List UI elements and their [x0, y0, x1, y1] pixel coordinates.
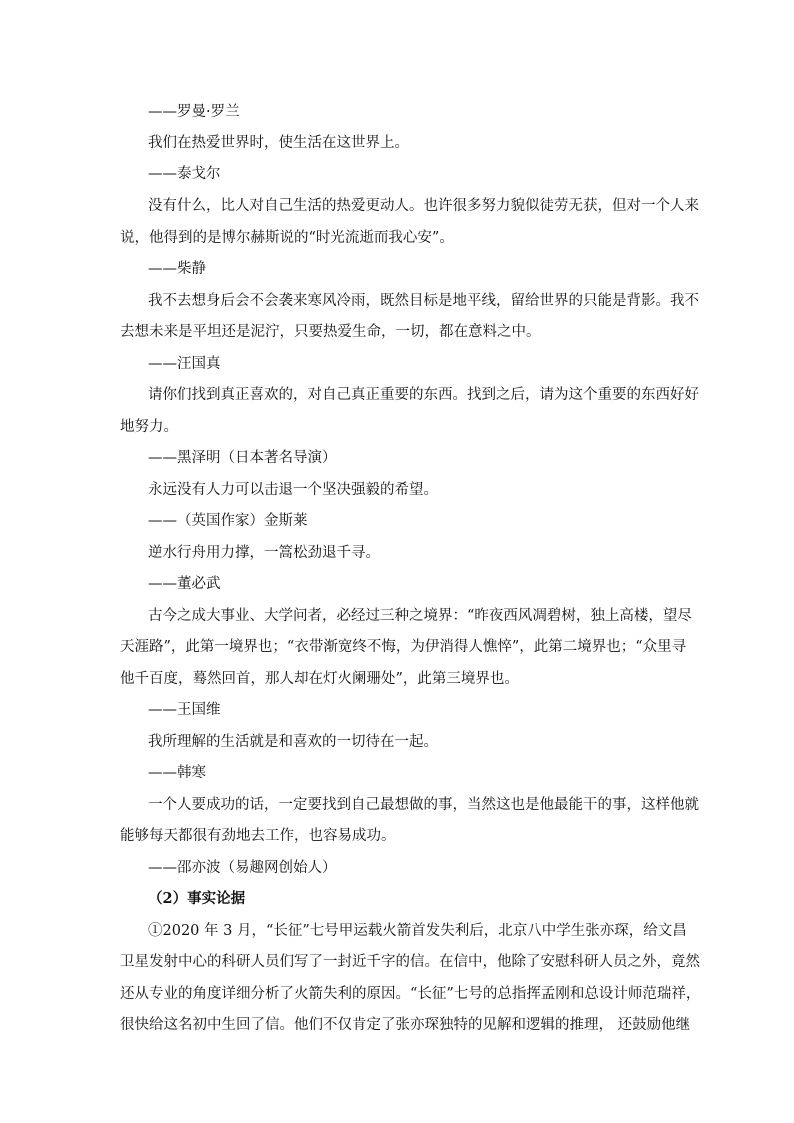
paragraph-text: 还从专业的角度详细分析了火箭失利的原因。“长征”七号的总指挥孟刚和总设计师范瑞祥，: [120, 986, 701, 1002]
quote-text: 永远没有人力可以击退一个坚决强毅的希望。: [148, 482, 438, 498]
quote-text: 去想未来是平坦还是泥泞，只要热爱生命，一切，都在意料之中。: [120, 324, 541, 340]
quote-author-han-han: ——韩寒: [148, 765, 206, 781]
quote-author-wang-guowei: ——王国维: [148, 702, 221, 718]
paragraph-text: 很快给这名初中生回了信。他们不仅肯定了张亦琛独特的见解和逻辑的推理， 还鼓励他继: [120, 1017, 691, 1033]
quote-text: 说，他得到的是博尔赫斯说的“时光流逝而我心安”。: [120, 230, 454, 246]
section-heading: （2）事实论据: [148, 890, 246, 907]
paragraph-text: 卫星发射中心的科研人员们写了一封近千字的信。在信中，他除了安慰科研人员之外，竟然: [120, 954, 700, 970]
quote-text: 一个人要成功的话，一定要找到自己最想做的事，当然这也是他最能干的事，这样他就: [148, 797, 699, 813]
quote-author-dong-biwu: ——董必武: [148, 576, 221, 592]
quote-author-kingsley: ——（英国作家）金斯莱: [148, 513, 308, 529]
quote-text: 我不去想身后会不会袭来寒风冷雨，既然目标是地平线，留给世界的只能是背影。我不: [148, 293, 699, 309]
paragraph-text: ①2020 年 3 月，“长征”七号甲运载火箭首发失利后，北京八中学生张亦琛，给文昌: [148, 923, 687, 939]
quote-text: 他千百度，蓦然回首，那人却在灯火阑珊处”，此第三境界也。: [120, 671, 519, 687]
quote-author-chai-jing: ——柴静: [148, 261, 206, 277]
quote-text: 请你们找到真正喜欢的，对自己真正重要的东西。找到之后，请为这个重要的东西好好: [148, 387, 699, 403]
quote-author-tagore: ——泰戈尔: [148, 166, 221, 182]
quote-text: 地努力。: [120, 419, 178, 435]
quote-text: 逆水行舟用力撑，一篙松劲退千寻。: [148, 545, 380, 561]
quote-text: 天涯路”，此第一境界也；“衣带渐宽终不悔，为伊消得人憔悴”，此第二境界也；“众里寻: [120, 639, 687, 655]
quote-text: 没有什么，比人对自己生活的热爱更动人。也许很多努力貌似徒劳无获，但对一个人来: [148, 198, 699, 214]
quote-author-kurosawa: ——黑泽明（日本著名导演）: [148, 450, 337, 466]
quote-text: 能够每天都很有劲地去工作，也容易成功。: [120, 828, 396, 844]
quote-author-shao-yibo: ——邵亦波（易趣网创始人）: [148, 860, 337, 876]
quote-author-wang-guozhen: ——汪国真: [148, 356, 221, 372]
quote-text: 我所理解的生活就是和喜欢的一切待在一起。: [148, 734, 438, 750]
quote-text: 古今之成大事业、大学问者，必经过三种之境界：“昨夜西风凋碧树，独上高楼，望尽: [148, 608, 692, 624]
quote-author-romain-rolland: ——罗曼·罗兰: [148, 104, 240, 120]
quote-text: 我们在热爱世界时，使生活在这世界上。: [148, 135, 409, 151]
